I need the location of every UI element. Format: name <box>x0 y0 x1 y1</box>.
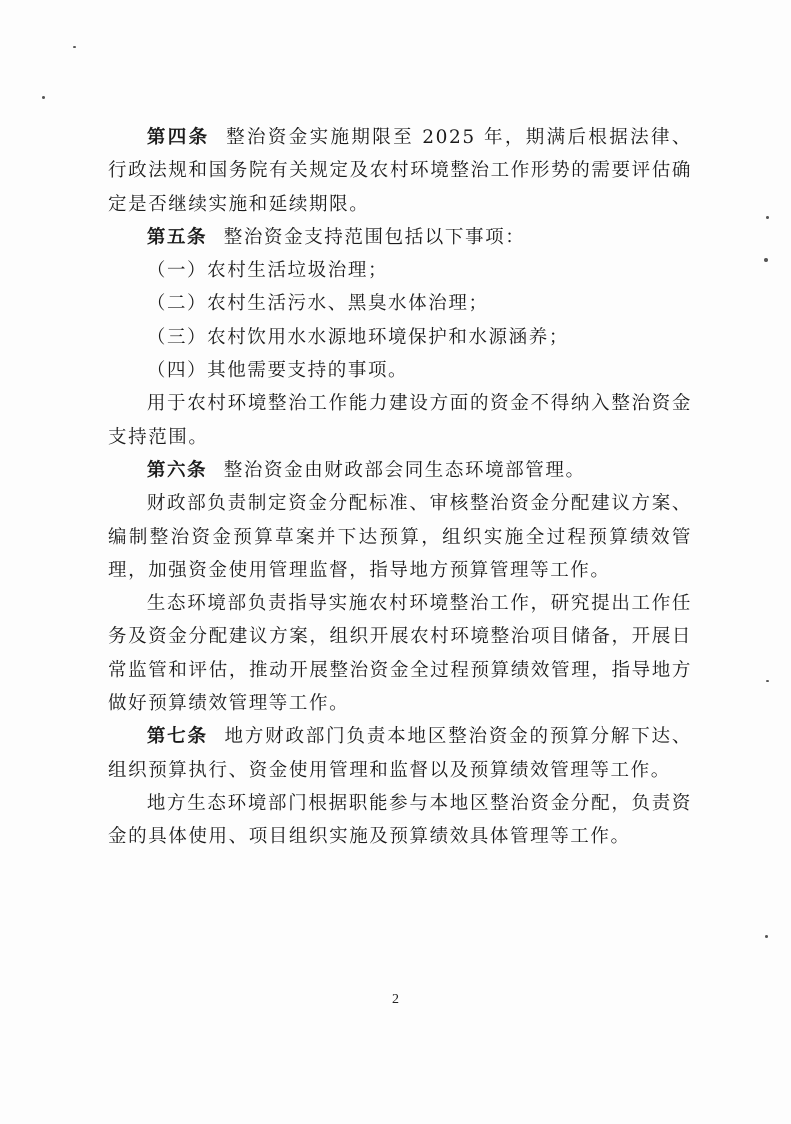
paragraph-text: 地方生态环境部门根据职能参与本地区整治资金分配，负责资金的具体使用、项目组织实施及预算绩效具体管理等工作。 <box>108 792 692 848</box>
article-paragraph <box>108 720 692 787</box>
paragraph-text: （三）农村饮用水水源地环境保护和水源涵养； <box>146 326 569 348</box>
scan-speck <box>42 96 45 99</box>
body-paragraph <box>108 387 692 454</box>
body-paragraph <box>108 787 692 854</box>
paragraph-text: 整治资金由财政部会同生态环境部管理。 <box>223 459 586 481</box>
paragraph-text: 整治资金实施期限至 2025 年，期满后根据法律、行政法规和国务院有关规定及农村环境整治工作形势的需要评估确定是否继续实施和延续期限。 <box>108 127 692 215</box>
paragraph-text: 财政部负责制定资金分配标准、审核整治资金分配建议方案、编制整治资金预算草案并下达预算，组织实施全过程预算绩效管理，加强资金使用管理监督，指导地方预算管理等工作。 <box>108 493 692 581</box>
paragraph-text: 地方财政部门负责本地区整治资金的预算分解下达、组织预算执行、资金使用管理和监督以及预算绩效管理等工作。 <box>108 726 692 781</box>
scan-speck <box>765 935 768 938</box>
article-paragraph <box>108 221 692 254</box>
article-number: 第四条 <box>146 127 210 148</box>
body-paragraph <box>108 287 692 320</box>
body-paragraph <box>108 321 692 354</box>
article-paragraph <box>108 121 692 221</box>
body-paragraph <box>108 354 692 387</box>
article-number: 第六条 <box>146 459 208 481</box>
scan-speck <box>764 258 768 262</box>
body-paragraph <box>108 254 692 287</box>
body-paragraph <box>108 487 692 587</box>
document-body <box>108 121 692 854</box>
body-paragraph <box>108 587 692 720</box>
paragraph-text: 生态环境部负责指导实施农村环境整治工作，研究提出工作任务及资金分配建议方案，组织开展农村环境整治项目储备，开展日常监管和评估，推动开展整治资金全过程预算绩效管理，指导地方做好预算绩效管理等工作。 <box>108 593 692 715</box>
paragraph-text: （四）其他需要支持的事项。 <box>146 360 409 382</box>
paragraph-text: 整治资金支持范围包括以下事项： <box>223 226 526 248</box>
page-number: 2 <box>392 992 399 1007</box>
paragraph-text: 用于农村环境整治工作能力建设方面的资金不得纳入整治资金支持范围。 <box>108 393 692 448</box>
paragraph-text: （二）农村生活污水、黑臭水体治理； <box>146 293 489 315</box>
article-number: 第七条 <box>146 726 208 748</box>
scan-speck <box>73 46 76 48</box>
article-number: 第五条 <box>146 226 208 248</box>
scan-speck <box>766 216 769 219</box>
scan-speck <box>766 680 769 682</box>
paragraph-text: （一）农村生活垃圾治理； <box>146 260 389 282</box>
article-paragraph <box>108 454 692 487</box>
